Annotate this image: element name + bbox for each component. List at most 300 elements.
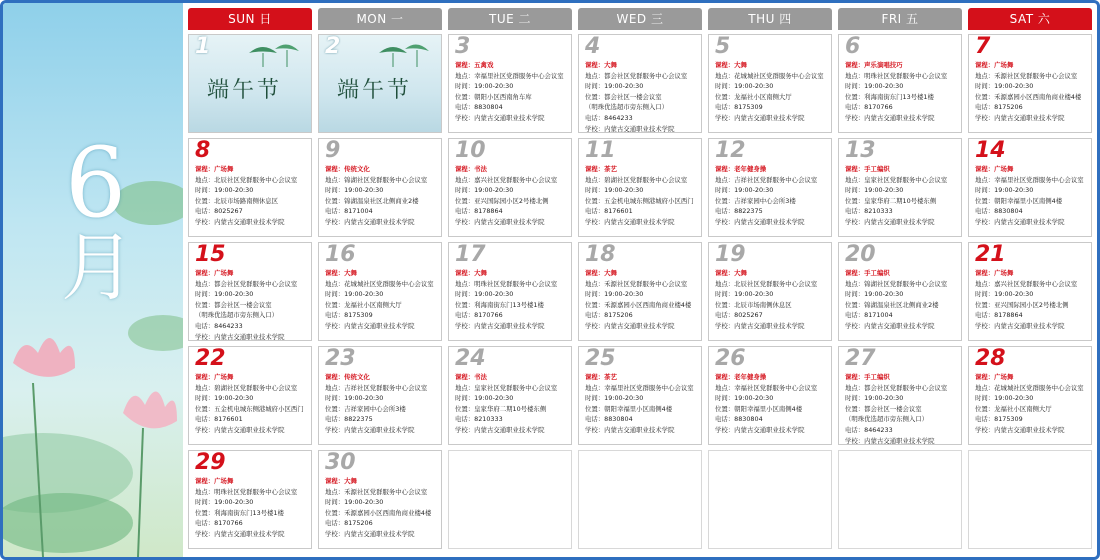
event-school-line bbox=[585, 321, 698, 332]
event-addr-line bbox=[845, 383, 958, 394]
field-value: 书法 bbox=[474, 373, 487, 381]
field-label: 课程： bbox=[975, 269, 995, 277]
field-value: 8830804 bbox=[994, 207, 1023, 216]
field-value: 大舞 bbox=[604, 61, 617, 69]
event-pos-line bbox=[715, 404, 828, 415]
field-label: 时间： bbox=[975, 186, 995, 195]
field-label: 时间： bbox=[195, 290, 215, 299]
field-label: 地点： bbox=[585, 175, 605, 184]
field-label: 学校： bbox=[845, 436, 865, 445]
field-label: 电话： bbox=[195, 207, 215, 216]
event-addr-line bbox=[715, 71, 828, 82]
lotus-leaf-icon bbox=[245, 39, 305, 69]
event-time-line bbox=[325, 497, 438, 508]
event-school-line bbox=[195, 217, 308, 228]
field-label: 电话： bbox=[975, 207, 995, 216]
field-label: 学校： bbox=[845, 217, 865, 226]
field-value: 内蒙古交通职业技术学院 bbox=[734, 425, 805, 434]
field-label: 课程： bbox=[715, 165, 735, 173]
field-value: 碧湖社区党群服务中心会议室 bbox=[214, 383, 298, 392]
field-label: 时间： bbox=[325, 186, 345, 195]
field-label: 时间： bbox=[195, 186, 215, 195]
month-character: 月 bbox=[61, 225, 135, 311]
field-value: 内蒙古交通职业技术学院 bbox=[214, 529, 285, 538]
field-label: 地点： bbox=[195, 487, 215, 496]
event-school-line bbox=[845, 217, 958, 228]
field-value: 龙福社小区南侧大厅 bbox=[734, 92, 792, 101]
day-cell bbox=[968, 346, 1092, 445]
event-school-line bbox=[585, 217, 698, 228]
field-label: 地点： bbox=[845, 279, 865, 288]
event-time-line bbox=[585, 393, 698, 404]
event-tel-line bbox=[585, 310, 698, 321]
event-course-line bbox=[975, 372, 1088, 383]
event-addr-line bbox=[585, 175, 698, 186]
day-number: 21 bbox=[975, 242, 1006, 267]
field-label: 电话： bbox=[455, 103, 475, 112]
field-label: 课程： bbox=[715, 61, 735, 69]
field-value: 朝阳小区西南角车库 bbox=[474, 92, 532, 101]
event-details bbox=[845, 164, 958, 228]
weekday-header: MON 一 bbox=[318, 8, 442, 30]
field-value: 内蒙古交通职业技术学院 bbox=[994, 217, 1065, 226]
event-tel-line bbox=[845, 102, 958, 113]
field-label: 地点： bbox=[455, 383, 475, 392]
field-value: 都会社区一楼会议室 bbox=[604, 92, 662, 101]
field-label: 地点： bbox=[585, 71, 605, 80]
field-value: 吉祥家园中心会所3楼 bbox=[734, 196, 796, 205]
festival-title: 端午节 bbox=[337, 78, 413, 103]
day-cell bbox=[968, 34, 1092, 133]
field-value: 花城城社区党群服务中心会议室 bbox=[734, 71, 824, 80]
event-addr-line bbox=[845, 71, 958, 82]
event-time-line bbox=[715, 185, 828, 196]
field-label: 学校： bbox=[715, 321, 735, 330]
field-value: 禾源嘉园小区西南角商业楼4楼 bbox=[604, 300, 692, 309]
weekday-header: WED 三 bbox=[578, 8, 702, 30]
event-tel-line bbox=[585, 414, 698, 425]
event-pos-line bbox=[455, 92, 568, 103]
field-value: 8210333 bbox=[864, 207, 893, 216]
field-value: 8210333 bbox=[474, 415, 503, 424]
field-label: 时间： bbox=[455, 82, 475, 91]
day-cell bbox=[838, 242, 962, 341]
field-value: 明珠社区党群服务中心会议室 bbox=[474, 279, 558, 288]
field-value: 8464233 bbox=[864, 425, 893, 434]
event-pos-line bbox=[455, 196, 568, 207]
field-value: 朝阳幸福里小区南侧4楼 bbox=[604, 404, 673, 413]
field-label: 地点： bbox=[455, 71, 475, 80]
event-tel-line bbox=[195, 518, 308, 529]
event-tel-line bbox=[455, 206, 568, 217]
field-label: 学校： bbox=[195, 217, 215, 226]
field-label: 时间： bbox=[585, 82, 605, 91]
field-value: 内蒙古交通职业技术学院 bbox=[344, 529, 415, 538]
field-label: 位置： bbox=[195, 300, 215, 309]
field-value: 内蒙古交通职业技术学院 bbox=[734, 217, 805, 226]
field-label: 位置： bbox=[585, 404, 605, 413]
field-label: 学校： bbox=[585, 425, 605, 434]
field-label: 时间： bbox=[195, 498, 215, 507]
day-number: 6 bbox=[845, 34, 861, 59]
field-label: 位置： bbox=[455, 92, 475, 101]
event-details bbox=[975, 268, 1088, 332]
field-label: 位置： bbox=[715, 300, 735, 309]
field-value: 手工编织 bbox=[864, 373, 890, 381]
field-label: 地点： bbox=[845, 71, 865, 80]
event-addr-line bbox=[975, 71, 1088, 82]
field-value: 19:00-20:30 bbox=[734, 82, 774, 91]
day-number: 9 bbox=[325, 138, 341, 163]
day-cell bbox=[188, 346, 312, 445]
field-label: 学校： bbox=[975, 217, 995, 226]
field-value: 禾源社区党群服务中心会议室 bbox=[604, 279, 688, 288]
event-details bbox=[715, 372, 828, 436]
event-details bbox=[585, 60, 698, 133]
field-value: 19:00-20:30 bbox=[864, 290, 904, 299]
field-label: 课程： bbox=[715, 373, 735, 381]
field-value: 内蒙古交通职业技术学院 bbox=[474, 321, 545, 330]
day-cell bbox=[838, 34, 962, 133]
field-label: 学校： bbox=[325, 425, 345, 434]
event-tel-line bbox=[975, 310, 1088, 321]
day-number: 19 bbox=[715, 242, 746, 267]
field-value: 内蒙古交通职业技术学院 bbox=[474, 113, 545, 122]
event-time-line bbox=[325, 185, 438, 196]
field-label: 位置： bbox=[195, 404, 215, 413]
field-value: 幸福里社区党群服务中心会议室 bbox=[474, 71, 564, 80]
field-value: 19:00-20:30 bbox=[994, 186, 1034, 195]
field-label: 学校： bbox=[845, 321, 865, 330]
event-pos-line bbox=[455, 404, 568, 415]
field-value: 都会社区党群服务中心会议室 bbox=[214, 279, 298, 288]
day-cell bbox=[578, 138, 702, 237]
day-number: 14 bbox=[975, 138, 1006, 163]
field-value: 8170766 bbox=[214, 519, 243, 528]
event-pos-line bbox=[195, 404, 308, 415]
field-label: 位置： bbox=[325, 196, 345, 205]
field-value: 19:00-20:30 bbox=[734, 186, 774, 195]
field-value: 19:00-20:30 bbox=[604, 82, 644, 91]
field-label: 时间： bbox=[715, 394, 735, 403]
event-details bbox=[455, 164, 568, 228]
field-value: 8830804 bbox=[734, 415, 763, 424]
event-time-line bbox=[195, 497, 308, 508]
field-value: 内蒙古交通职业技术学院 bbox=[474, 217, 545, 226]
event-time-line bbox=[845, 81, 958, 92]
day-cell bbox=[188, 138, 312, 237]
field-label: 地点： bbox=[845, 383, 865, 392]
field-label: 课程： bbox=[455, 165, 475, 173]
field-value: 手工编织 bbox=[864, 165, 890, 173]
event-extra-line bbox=[195, 310, 308, 321]
day-cell bbox=[188, 242, 312, 341]
field-label: 电话： bbox=[845, 103, 865, 112]
event-pos-line bbox=[845, 92, 958, 103]
field-value: 广场舞 bbox=[994, 61, 1014, 69]
field-value: 亚兴国际园小区2号楼北侧 bbox=[994, 300, 1069, 309]
field-value: （明珠优选超市旁东侧入口） bbox=[585, 103, 669, 112]
event-course-line bbox=[975, 268, 1088, 279]
event-course-line bbox=[195, 372, 308, 383]
event-school-line bbox=[455, 113, 568, 124]
event-addr-line bbox=[585, 279, 698, 290]
event-course-line bbox=[845, 268, 958, 279]
event-details bbox=[585, 164, 698, 228]
event-addr-line bbox=[195, 487, 308, 498]
event-school-line bbox=[845, 436, 958, 445]
field-value: 8175206 bbox=[344, 519, 373, 528]
field-value: 皇家华府二期10号楼东侧 bbox=[474, 404, 547, 413]
field-value: 龙福社小区南侧大厅 bbox=[344, 300, 402, 309]
day-cell bbox=[448, 242, 572, 341]
day-number: 18 bbox=[585, 242, 616, 267]
field-label: 电话： bbox=[715, 207, 735, 216]
field-label: 地点： bbox=[975, 175, 995, 184]
day-cell bbox=[318, 242, 442, 341]
field-value: 幸福里社区党群服务中心会议室 bbox=[994, 175, 1084, 184]
event-details bbox=[195, 268, 308, 341]
day-cell bbox=[838, 346, 962, 445]
day-cell bbox=[318, 34, 442, 133]
field-value: 内蒙古交通职业技术学院 bbox=[604, 217, 675, 226]
field-value: 禾源嘉园小区西南角商业楼4楼 bbox=[994, 92, 1082, 101]
field-value: 19:00-20:30 bbox=[474, 394, 514, 403]
day-cell bbox=[448, 346, 572, 445]
field-value: 8175309 bbox=[344, 311, 373, 320]
field-value: 8464233 bbox=[214, 321, 243, 330]
event-course-line bbox=[195, 164, 308, 175]
event-tel-line bbox=[975, 102, 1088, 113]
field-value: 内蒙古交通职业技术学院 bbox=[864, 217, 935, 226]
event-details bbox=[455, 268, 568, 332]
day-number: 22 bbox=[195, 346, 226, 371]
event-school-line bbox=[195, 425, 308, 436]
field-label: 课程： bbox=[585, 373, 605, 381]
event-tel-line bbox=[845, 206, 958, 217]
field-value: 吉祥社区党群服务中心会议室 bbox=[344, 383, 428, 392]
day-cell bbox=[188, 450, 312, 549]
event-details bbox=[715, 268, 828, 332]
event-tel-line bbox=[845, 425, 958, 436]
field-label: 电话： bbox=[715, 311, 735, 320]
field-value: 19:00-20:30 bbox=[864, 394, 904, 403]
field-label: 位置： bbox=[975, 196, 995, 205]
field-label: 课程： bbox=[845, 165, 865, 173]
field-label: 位置： bbox=[325, 404, 345, 413]
field-value: 内蒙古交通职业技术学院 bbox=[344, 217, 415, 226]
event-school-line bbox=[325, 529, 438, 540]
event-course-line bbox=[585, 164, 698, 175]
field-label: 课程： bbox=[455, 61, 475, 69]
field-label: 地点： bbox=[195, 383, 215, 392]
field-value: 19:00-20:30 bbox=[604, 186, 644, 195]
field-value: 五禽戏 bbox=[474, 61, 494, 69]
field-label: 电话： bbox=[845, 207, 865, 216]
day-cell bbox=[448, 138, 572, 237]
field-value: 都会社区党群服务中心会议室 bbox=[864, 383, 948, 392]
day-number: 16 bbox=[325, 242, 356, 267]
field-value: 内蒙古交通职业技术学院 bbox=[214, 217, 285, 226]
field-value: 禾源嘉园小区西南角商业楼4楼 bbox=[344, 508, 432, 517]
day-cell bbox=[578, 242, 702, 341]
field-label: 课程： bbox=[585, 61, 605, 69]
field-value: 19:00-20:30 bbox=[474, 186, 514, 195]
event-school-line bbox=[975, 321, 1088, 332]
field-label: 学校： bbox=[975, 321, 995, 330]
field-label: 学校： bbox=[325, 529, 345, 538]
day-cell bbox=[708, 346, 832, 445]
event-course-line bbox=[715, 60, 828, 71]
calendar-grid bbox=[188, 8, 1098, 553]
field-value: 广场舞 bbox=[994, 269, 1014, 277]
empty-day-cell bbox=[448, 450, 572, 549]
event-course-line bbox=[325, 164, 438, 175]
day-number: 29 bbox=[195, 450, 226, 475]
event-course-line bbox=[975, 60, 1088, 71]
event-time-line bbox=[585, 81, 698, 92]
event-pos-line bbox=[585, 300, 698, 311]
event-time-line bbox=[455, 393, 568, 404]
field-value: 嘉兴社区党群服务中心会议室 bbox=[474, 175, 558, 184]
field-label: 位置： bbox=[585, 196, 605, 205]
field-value: 北辰市场路南侧休息区 bbox=[214, 196, 279, 205]
field-value: 8175309 bbox=[994, 415, 1023, 424]
event-details bbox=[325, 164, 438, 228]
day-cell bbox=[968, 138, 1092, 237]
field-value: 锦湖社区党群服务中心会议室 bbox=[344, 175, 428, 184]
field-value: 19:00-20:30 bbox=[344, 186, 384, 195]
field-value: 北辰社区党群服务中心会议室 bbox=[214, 175, 298, 184]
field-label: 位置： bbox=[455, 196, 475, 205]
event-tel-line bbox=[195, 321, 308, 332]
event-course-line bbox=[715, 268, 828, 279]
field-value: 8830804 bbox=[604, 415, 633, 424]
day-number: 11 bbox=[585, 138, 616, 163]
field-label: 课程： bbox=[845, 269, 865, 277]
field-value: 老年健身操 bbox=[734, 165, 767, 173]
field-label: 课程： bbox=[325, 477, 345, 485]
day-cell bbox=[318, 450, 442, 549]
field-label: 时间： bbox=[455, 186, 475, 195]
field-value: （明珠优选超市旁东侧入口） bbox=[195, 311, 279, 320]
event-time-line bbox=[715, 393, 828, 404]
field-value: 19:00-20:30 bbox=[344, 498, 384, 507]
field-value: （明珠优选超市旁东侧入口） bbox=[845, 415, 929, 424]
field-value: 幸福里社区党群服务中心会议室 bbox=[604, 383, 694, 392]
field-value: 19:00-20:30 bbox=[864, 186, 904, 195]
field-value: 19:00-20:30 bbox=[734, 394, 774, 403]
event-tel-line bbox=[195, 414, 308, 425]
field-label: 地点： bbox=[325, 383, 345, 392]
field-value: 内蒙古交通职业技术学院 bbox=[344, 425, 415, 434]
event-pos-line bbox=[195, 300, 308, 311]
field-value: 内蒙古交通职业技术学院 bbox=[994, 321, 1065, 330]
event-details bbox=[845, 372, 958, 445]
event-tel-line bbox=[325, 414, 438, 425]
event-pos-line bbox=[975, 300, 1088, 311]
event-pos-line bbox=[975, 92, 1088, 103]
field-label: 课程： bbox=[845, 61, 865, 69]
field-label: 课程： bbox=[455, 373, 475, 381]
event-details bbox=[455, 60, 568, 124]
field-label: 位置： bbox=[195, 196, 215, 205]
empty-day-cell bbox=[708, 450, 832, 549]
event-tel-line bbox=[325, 206, 438, 217]
field-value: 吉祥社区党群服务中心会议室 bbox=[734, 175, 818, 184]
field-label: 位置： bbox=[845, 196, 865, 205]
field-value: 大舞 bbox=[474, 269, 487, 277]
field-label: 课程： bbox=[195, 477, 215, 485]
event-tel-line bbox=[975, 414, 1088, 425]
field-value: 五金机电城东侧港城府小区西门 bbox=[604, 196, 694, 205]
field-value: 19:00-20:30 bbox=[214, 394, 254, 403]
event-addr-line bbox=[325, 279, 438, 290]
field-label: 课程： bbox=[845, 373, 865, 381]
event-details bbox=[585, 372, 698, 436]
field-label: 地点： bbox=[325, 279, 345, 288]
event-time-line bbox=[455, 185, 568, 196]
field-label: 课程： bbox=[325, 269, 345, 277]
field-value: 内蒙古交通职业技术学院 bbox=[474, 425, 545, 434]
field-value: 广场舞 bbox=[994, 373, 1014, 381]
field-value: 禾源社区党群服务中心会议室 bbox=[994, 71, 1078, 80]
field-value: 碧湖社区党群服务中心会议室 bbox=[604, 175, 688, 184]
event-details bbox=[325, 476, 438, 540]
field-value: 内蒙古交通职业技术学院 bbox=[994, 113, 1065, 122]
field-label: 时间： bbox=[585, 186, 605, 195]
field-label: 地点： bbox=[975, 279, 995, 288]
day-number: 1 bbox=[195, 34, 211, 59]
field-value: 8176601 bbox=[604, 207, 633, 216]
event-time-line bbox=[845, 289, 958, 300]
event-addr-line bbox=[715, 175, 828, 186]
event-details bbox=[845, 60, 958, 124]
field-label: 地点： bbox=[195, 175, 215, 184]
event-school-line bbox=[325, 217, 438, 228]
event-addr-line bbox=[455, 71, 568, 82]
field-label: 学校： bbox=[195, 425, 215, 434]
field-label: 课程： bbox=[325, 165, 345, 173]
event-details bbox=[715, 60, 828, 124]
event-addr-line bbox=[585, 71, 698, 82]
day-cell bbox=[708, 242, 832, 341]
field-label: 学校： bbox=[975, 113, 995, 122]
event-details bbox=[585, 268, 698, 332]
field-value: 书法 bbox=[474, 165, 487, 173]
field-label: 学校： bbox=[195, 332, 215, 341]
field-label: 课程： bbox=[715, 269, 735, 277]
field-value: 大舞 bbox=[734, 269, 747, 277]
field-label: 课程： bbox=[455, 269, 475, 277]
field-value: 8170766 bbox=[864, 103, 893, 112]
field-value: 朝阳幸福里小区南侧4楼 bbox=[994, 196, 1063, 205]
field-value: 19:00-20:30 bbox=[994, 394, 1034, 403]
field-label: 电话： bbox=[455, 207, 475, 216]
field-value: 都会社区党群服务中心会议室 bbox=[604, 71, 688, 80]
event-school-line bbox=[325, 321, 438, 332]
event-time-line bbox=[845, 393, 958, 404]
field-value: 手工编织 bbox=[864, 269, 890, 277]
field-label: 课程： bbox=[195, 269, 215, 277]
event-course-line bbox=[455, 60, 568, 71]
field-label: 位置： bbox=[715, 404, 735, 413]
empty-day-cell bbox=[968, 450, 1092, 549]
field-label: 学校： bbox=[585, 124, 605, 133]
event-pos-line bbox=[845, 404, 958, 415]
event-school-line bbox=[845, 321, 958, 332]
field-label: 学校： bbox=[325, 217, 345, 226]
